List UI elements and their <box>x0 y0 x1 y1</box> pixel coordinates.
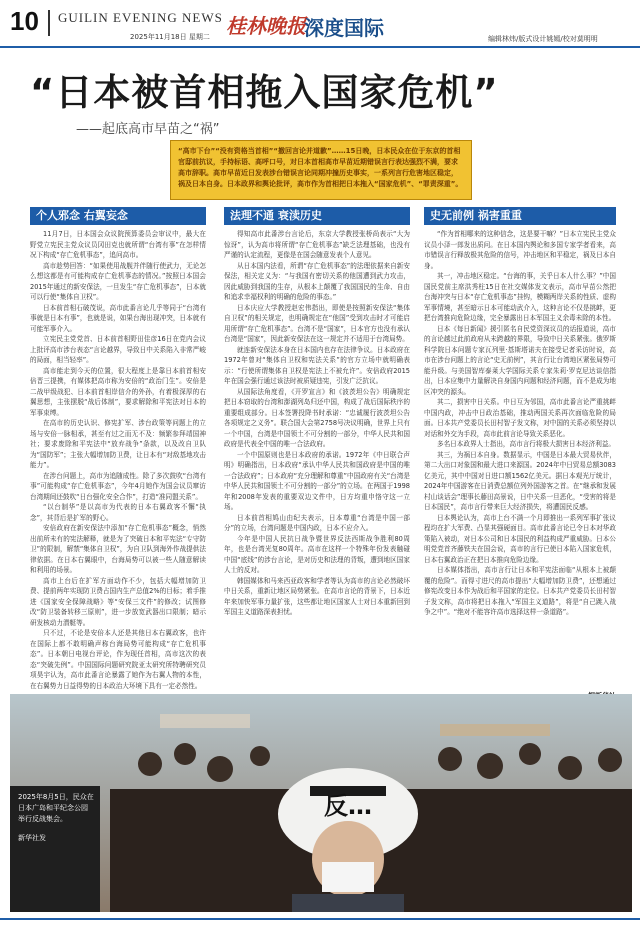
header-divider <box>48 10 50 36</box>
paragraph: 其三，为祸日本自身。数据显示，中国是日本最大贸易伙伴，第二大出口对象国和最大进口来源国。2024年中日贸易总额3083亿美元，其中中国对日进口额1562亿美元。据日本观光厅统计，2024年中国游客在日消费总额位列外国游客之首。在“继承和发展村山谈话会”理事长藤田高景说，日中关系一旦恶化，“受害的将是日本国民”，高市言行带来巨大经济损失，将遭国民反感。 <box>424 450 616 511</box>
subheadline: ——起底高市早苗之“祸” <box>76 122 220 137</box>
paragraph: 今年是中国人民抗日战争暨世界反法西斯战争胜利80周年，也是台湾光复80周年。高市在这样一个特殊年份发表触碰中国“底线”的涉台言论，是对历史和法理的背叛，遭到地区国家人士的反对。 <box>224 534 410 574</box>
paragraph: 一个中国原则也是日本政府的承诺。1972年《中日联合声明》明确指出，日本政府“承认中华人民共和国政府是中国的唯一合法政府”；日本政府“充分理解和尊重”中国政府有关“台湾是中华人民共和国领土不可分割的一部分”的立场。在两国于1998年和2008年发表的重要双边文件中，日方均重申恪守这一立场。 <box>224 450 410 511</box>
paragraph: 日本舆论认为，高市上台不满一个月即推出一系列军事扩张议程均在扩大军费、凸显其强硬面目。高市此番言论已令日本对华政策陷入被动，对日本公司和日本国民的利益构成严重威胁。日本公明党党首齐藤铁夫在国会说，高市的言行已使日本陷入国家危机，日本右翼政治正在把日本推向危险边缘。 <box>424 513 616 564</box>
section-heading: 个人邪念 右翼妄念 <box>30 207 206 225</box>
column-body <box>224 229 410 691</box>
editor-credits: 编辑林炜/版式设计姚嫣/校对莫明明 <box>488 35 598 43</box>
column-body <box>30 229 206 691</box>
paragraph: 高市趁势回答：“如果使用战舰并伴随行使武力，无论怎么想这都是有可能构成存亡危机事态的情况。”按照日本国会2015年通过的新安保法，一旦发生“存亡危机事态”，日本就可以行使“集体自卫权”。 <box>30 261 206 301</box>
paragraph: 韩国媒体和马来西亚政客和学者等认为高市的言论必然破坏中日关系，重新让地区局势紧张。在高市言论的背景下，日本近年来加快军事力量扩张，这些都让地区国家人士对日本重新回到军国主义道路深表担忧。 <box>224 576 410 616</box>
masthead <box>0 0 640 46</box>
paragraph: 日本前首相石破茂说，高市此番言论几乎等同于“台湾有事就是日本有事”，也就是说，如果台海出现冲突，日本就有可能军事介入。 <box>30 303 206 333</box>
paragraph: “作为首相哪来的这种信念，这是要干嘛？”日本立宪民主党众议员小泽一郎发出质问。在日本国内舆论和多国专家学者看来，高市错误言行释放极其危险的信号，冲击地区和平稳定，祸及日本自身。 <box>424 230 616 270</box>
paragraph: 只不过，不论是安倍本人还是其他日本右翼政客，也许在国际上都不敢明确声称台海局势可能构成“存亡危机事态”。日本朝日电视台评论，作为现任首相，高市这次的表态“突破先例”。中国国际问题研究院亚太研究所特聘研究员项昊宇认为，高市此番言论暴露了她作为右翼人物的本性，在右翼势力日益得势的日本政治大环境下具有一定必然性。 <box>30 629 206 690</box>
column-2 <box>224 207 410 691</box>
photo-credit: 新华社发 <box>18 834 46 842</box>
paragraph: 从日本国内法看，所谓“存亡危机事态”的法理依据来自新安保法，相关定义为：“与我国有密切关系的他国遭到武力攻击，因此威胁到我国的生存，从根本上颠覆了我国国民的生命、自由和追求幸福权利的明确的危险的事态。” <box>224 261 410 301</box>
paragraph: 从国际法角度看，《开罗宣言》和《波茨坦公告》明确规定把日本窃取的台湾和澎湖列岛归还中国，构成了战后国际秩序的重要组成部分。日本签署投降书时承诺：“忠诚履行波茨坦公告各项规定之义务”。联合国大会第2758号决议明确，世界上只有一个中国，台湾是中国领土不可分割的一部分，中华人民共和国政府是代表全中国的唯一合法政府。 <box>224 387 410 448</box>
paragraph: 得知高市此番涉台言论后，东京大学教授张桥尚表示“大为惊讶”，认为高市将所谓“存亡危机事态”缺乏法理基础，也没有严谨的认定流程，更像是在国会随意发表个人意见。 <box>224 230 410 259</box>
lead-text: “高市下台”“没有资格当首相”“撤回言论并道歉”……15日晚，日本民众在位于东京的首相官邸前抗议，手持标语、高呼口号，对日本首相高市早苗近期错误言行表达强烈不满，要求高市辞职。高市早苗近日发表涉台错误言论同期冲撞历史事实，一系列言行危害地区稳定，祸及日本自身。日本政界和舆论批评，高市作为首相把日本拖入“国家危机”、“罪责深重”。 <box>178 147 463 188</box>
paragraph: 日本《每日新闻》援引匿名自民党资深议员的话报道说，高市的言论越过此前政府从未跨越的界限，导致中日关系紧张。俄罗斯科学院日本问题专家瓦列里·基斯塔诺夫在接受记者采访时说，高市在涉台问题上的言论“史无前例”，其言行让台湾地区紧张局势可能升级。与美国智库泰莱大学国际关系专家朱莉·罗克尼达谈信指出，日本应集中力量解决自身国内问题和经济问题，而不是成为地区冲突的源头。 <box>424 324 616 396</box>
section-heading: 法理不通 衰渎历史 <box>224 207 410 225</box>
section-title: 深度国际 <box>304 16 384 40</box>
paragraph: 高市能走到今天的位置，很大程度上是靠日本前首相安倍晋三提携，有媒体把高市称为安倍的“政治门生”。安倍是二战甲级战犯、日本前首相岸信介的外孙，有着极深厚的右翼思想，主张摆脱“战后体制”，要求解除和平宪法对日本的军事束缚。 <box>30 366 206 417</box>
paragraph: 日本前首相鸠山由纪夫表示，日本尊重“台湾是中国一部分”的立场，台湾问题是中国内政，日本不应介入。 <box>224 513 410 532</box>
section-heading: 史无前例 祸害重重 <box>424 207 616 225</box>
footer-rule <box>0 918 640 920</box>
paragraph: 在涉台问题上，高市为追随成性。除了多次鼓吹“台湾有事”可能构成“存亡危机事态”，今年4月她作为国会议员窜访台湾期间还鼓吹“日台强化安全合作”，打造“准同盟关系”。 <box>30 471 206 501</box>
header-rule <box>0 46 640 48</box>
paragraph: 其一，冲击地区稳定。“台海的事，关乎日本人什么事？”中国国民党前主席洪秀柱15日在社交媒体发文表示，高市早苗公然把台海冲突与日本“存亡危机事态”挂钩，模糊两岸关系的性质、虚构军事情境，甚至暗示日本可能动武介入，这种言论不仅是挑衅，更把台湾推向危险边缘，完全暴露出日本军国主义余毒未除的本性。 <box>424 272 616 322</box>
page-number: 10 <box>10 6 39 36</box>
lead-box <box>170 140 472 200</box>
protest-photo <box>10 694 632 912</box>
paragraph: 就连新安保法本身在日本国内也存在法律争议。日本政府在1972年曾对“集体自卫权和宪法关系”的官方立场中就明确表示：“行使所谓集体自卫权是宪法上不被允许”。安倍政府2015年在国会强行通过该法时被质疑违宪，引发广泛抗议。 <box>224 345 410 385</box>
paragraph: 其二，损害中日关系。中日互为邻国，高市此番言论严重挑衅中国内政，冲击中日政治基础，推动两国关系再次面临危险的局面。日本共产党委员长田村智子发文称，对中国的关系必须坚持以对话和外交为手段，高市此前言论导致关系恶化。 <box>424 398 616 438</box>
paragraph: 日本媒体指出，高市言行让日本和平宪法面临“从根本上被颠覆的危险”。而得寸进尺的高市提出“大幅增加防卫费”，还想通过修宪改变日本作为战后和平国家的定位。日本共产党委员长田村智子发文称，高市将把日本拖入“军国主义道路”，将是“自己跳入战争之中”。“绝对不能容许高市选择这样一条道路”。 <box>424 566 616 616</box>
headline: “日本被首相拖入国家危机” <box>30 71 499 114</box>
headband-text: 反… <box>324 792 372 820</box>
paragraph: 立宪民主党党首、日本前首相野田佳彦16日在党内会议上批评高市涉台表态“言论越界，导致日中关系陷入非常严峻的局面，相当轻率”。 <box>30 335 206 364</box>
newspaper-logo: 桂林晚报 <box>226 14 306 38</box>
paragraph: “以台制华”是以高市为代表的日本右翼政客不懈“执念”，其背后是扩军的野心。 <box>30 503 206 522</box>
paragraph: 日本庆应大学教授赵宏伟指出，即使是按照新安保法“集体自卫权”的相关规定，也明确规定在“他国”受到攻击时才可能启用所谓“存亡危机事态”。台湾不是“国家”，日本官方也没有承认台湾是“国家”，因此新安保法在这一规定并不适用于台湾局势。 <box>224 303 410 343</box>
issue-date: 2025年11月18日 星期二 <box>130 33 210 41</box>
paragraph: 在高市的历史认识、修宪扩军、涉台政策等问题上的立场与安倍一脉相承，甚至有过之而无不及：频繁参拜靖国神社；要求废除和平宪法中“放弃战争”条款，以及改自卫队为“国防军”；主张大幅增加防卫费，让日本有“对敌基地攻击能力”。 <box>30 419 206 469</box>
column-3 <box>424 207 616 701</box>
column-body <box>424 229 616 689</box>
photo-caption: 2025年8月5日，民众在日本广岛和平纪念公园举行反战集会。 <box>18 793 94 823</box>
paragraph: 高市上台后在扩军方面动作不少，包括大幅增加防卫费、提前两年实现防卫费占国内生产总值2%的目标；着手推进《国家安全保障战略》等“安保三文件”的修改；试图修改“防卫装备转移三原则”，进一步放宽武器出口限制；暗示研发核动力潜艇等。 <box>30 576 206 627</box>
paragraph: 安倍政府在新安保法中添加“存亡危机事态”概念，悄然出前所未有的宪法解释，就是为了突破日本和平宪法“专守防卫”的限制，解禁“集体自卫权”，为自卫队到海外作战提供法律依据。在日本右翼眼中，台海局势可以被一些人随意解读和利用的场景。 <box>30 524 206 574</box>
photo-caption-box <box>10 786 100 912</box>
paragraph: 多名日本政界人士指出，高市言行将极大损害日本经济利益。 <box>437 440 616 448</box>
paragraph: 11月7日，日本国会众议院预算委员会审议中，最大在野党立宪民主党众议员冈田克也就所谓“台湾有事”在怎样情况下构成“存亡危机事态”，追问高市。 <box>30 230 206 259</box>
column-1 <box>30 207 206 691</box>
english-title: GUILIN EVENING NEWS <box>58 10 223 25</box>
